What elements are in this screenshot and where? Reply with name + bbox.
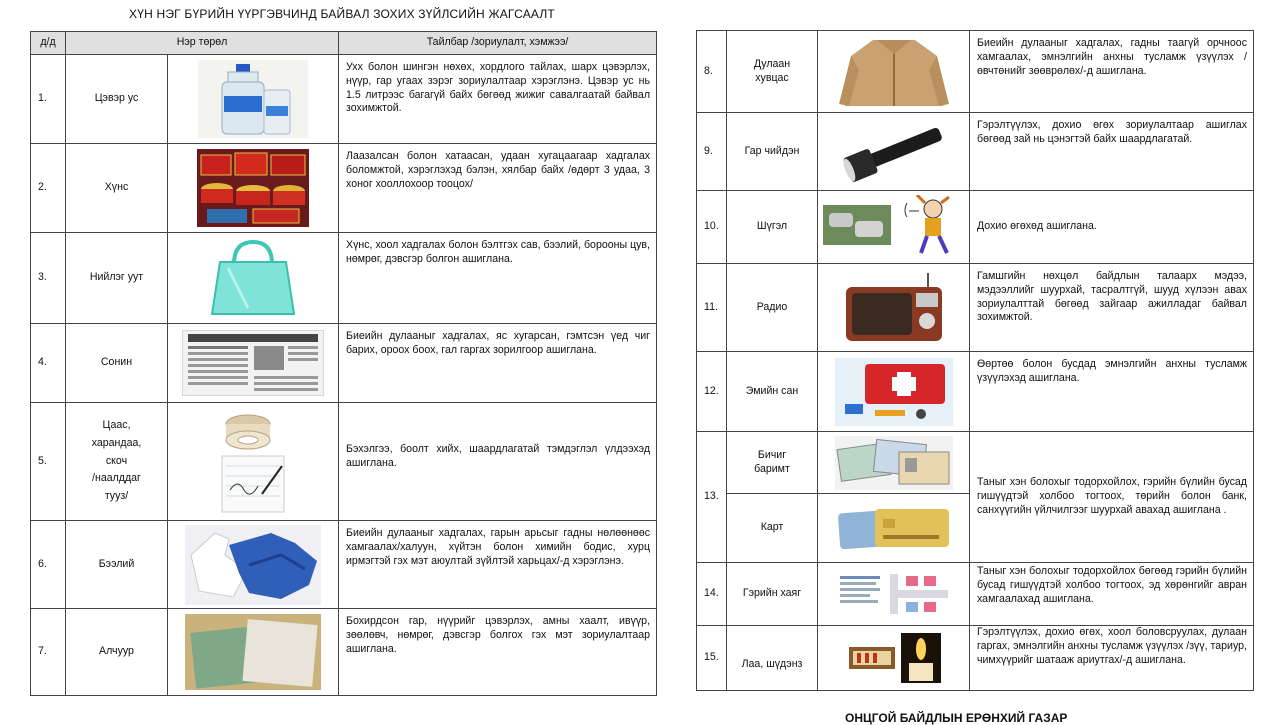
row-number: 14. [697,563,727,626]
water-bottle-icon [198,60,308,138]
header-name: Нэр төрөл [66,32,339,55]
table-row [31,521,657,609]
row-number: 7. [31,609,66,696]
towel-icon [185,614,321,690]
table-row [31,609,657,696]
item-name: Сонин [66,324,168,403]
item-description: Гамшгийн нөхцөл байдлын талаарх мэдээ, мэдээллийг шуурхай, тасралтгүй, шууд хүлээн авах зориулалттай бөгөөд зайгаар ажилладаг байвал зохимжтой. [970,264,1254,352]
page-title: ХҮН НЭГ БҮРИЙН ҮҮРГЭВЧИНД БАЙВАЛ ЗОХИХ ЗҮЙЛСИЙН ЖАГСААЛТ [129,7,555,21]
supply-table-left [30,31,657,696]
item-name: Алчуур [66,609,168,696]
row-number: 12. [697,352,727,432]
address-map-icon [836,570,952,618]
item-description: Хүнс, хоол хадгалах болон бэлтгэх сав, бээлий, борооны цув, нөмрөг, дэвсгэр болгон ашиглана. [339,233,657,324]
table-row [31,324,657,403]
newspaper-icon [182,330,324,396]
item-name: Эмийн сан [727,352,818,432]
item-description: Гэрэлтүүлэх, дохио өгөх, хоол боловсруулах, дулаан гаргах, эмнэлгийн анхны тусламж үзүүлэх /зүү, тариур, чимхүүрийг шатааж ариутгах/-д ашиглана. [970,626,1254,691]
row-number: 9. [697,113,727,191]
table-row [31,403,657,521]
bank-card-icon [835,505,953,551]
row-number: 15. [697,626,727,691]
item-name: Гэрийн хаяг [727,563,818,626]
item-description: Өөртөө болон бусдад эмнэлгийн анхны тусламж үзүүлэхэд ашиглана. [970,352,1254,432]
tape-paper-icon [218,410,288,514]
row-number: 2. [31,144,66,233]
id-documents-icon [835,436,953,490]
item-description: Бохирдсон гар, нүүрийг цэвэрлэх, амны хаалт, ивүүр, зөөлөвч, нөмрөг, дэвсгэр болгох гэх мэт зориулалтаар ашиглана. [339,609,657,696]
item-description: Бэхэлгээ, боолт хийх, шаардлагатай тэмдэглэл үлдээхэд ашиглана. [339,403,657,521]
item-description: Биеийн дулааныг хадгалах, гадны таагүй орчноос хамгаалах, эмнэлгийн анхны тусламж үзүүлэх /өвчтөнийг зөөврөлөх/-д ашиглана. [970,31,1254,113]
item-name: Радио [727,264,818,352]
organization-title: ОНЦГОЙ БАЙДЛЫН ЕРӨНХИЙ ГАЗАР [845,711,1068,725]
item-description: Таныг хэн болохыг тодорхойлох, гэрийн бүлийн бусад гишүүдтэй холбоо тогтоох, төрийн болон банк, санхүүгийн үйлчилгээг шуурхай авахад ашиглана . [970,432,1254,563]
item-name: Шүгэл [727,191,818,264]
header-desc: Тайлбар /зориулалт, хэмжээ/ [339,32,657,55]
table-row [697,563,1254,626]
gloves-icon [185,525,321,605]
item-name: Цэвэр ус [66,55,168,144]
candle-matches-icon [847,633,941,683]
item-name: Дулаан хувцас [727,31,818,113]
table-row [31,144,657,233]
table-row [697,626,1254,691]
flashlight-icon [838,117,950,187]
item-description: Ухх болон шингэн нөхөх, хордлого тайлах, шарх цэвэрлэх, нүүр, гар угаах зэрэг зориулалтаар хэрэглэнэ. Цэвэр ус нь 1.5 литрээс багагүй байх бөгөөд жижиг савалгаатай байвал зохимжтой. [339,55,657,144]
table-row [31,55,657,144]
item-name: Хүнс [66,144,168,233]
row-number: 1. [31,55,66,144]
row-number: 10. [697,191,727,264]
item-description: Лаазалсан болон хатаасан, удаан хугацаагаар хадгалах боломжтой, хэрэглэхэд бэлэн, хялбар байх /өдөрт 3 удаа, 3 хоног хооллохоор тооцох/ [339,144,657,233]
supply-table-right [696,30,1254,691]
header-num: д/д [31,32,66,55]
radio-icon [842,271,946,345]
item-description: Гэрэлтүүлэх, дохио өгөх зориулалтаар ашиглах бөгөөд зай нь цэнэгтэй байх шаардлагатай. [970,113,1254,191]
canned-food-icon [197,149,309,227]
item-description: Биеийн дулааныг хадгалах, яс хугарсан, гэмтсэн үед чиг барих, ороох боох, гал гаргах зорилгоор ашиглана. [339,324,657,403]
table-row [697,31,1254,113]
table-row [697,113,1254,191]
item-name-card: Карт [727,494,818,563]
first-aid-kit-icon [835,358,953,426]
row-number: 5. [31,403,66,521]
table-row [697,432,1254,494]
table-row [697,264,1254,352]
item-name: Гар чийдэн [727,113,818,191]
item-description: Дохио өгөхөд ашиглана. [970,191,1254,264]
item-name: Лаа, шүдэнз [727,626,818,691]
item-name: Нийлэг уут [66,233,168,324]
table-row [31,233,657,324]
item-description: Биеийн дулааныг хадгалах, гарын арьсыг гадны нөлөөнөөс хамгаалах/халуун, хүйтэн болон химийн бодис, хурц ирмэгтэй гэх мэт аюултай зүйлтэй харьцах/-д хэрэглэнэ. [339,521,657,609]
row-number: 4. [31,324,66,403]
item-name: Бээлий [66,521,168,609]
table-row [697,352,1254,432]
item-name-documents: Бичиг баримт [727,432,818,494]
item-name: Цаас, харандаа, скоч /наалддаг тууз/ [66,403,168,521]
row-number: 3. [31,233,66,324]
plastic-bag-icon [198,238,308,318]
item-description: Таныг хэн болохыг тодорхойлох бөгөөд гэрийн бүлийн бусад гишүүдтэй холбоо тогтоох, эд хөрөнгийг авран хамгаалахад ашиглана. [970,563,1254,626]
table-header-row [31,32,657,55]
row-number: 13. [697,432,727,563]
whistle-icon [821,195,967,259]
warm-jacket-icon [833,36,955,108]
row-number: 8. [697,31,727,113]
row-number: 11. [697,264,727,352]
row-number: 6. [31,521,66,609]
table-row [697,191,1254,264]
